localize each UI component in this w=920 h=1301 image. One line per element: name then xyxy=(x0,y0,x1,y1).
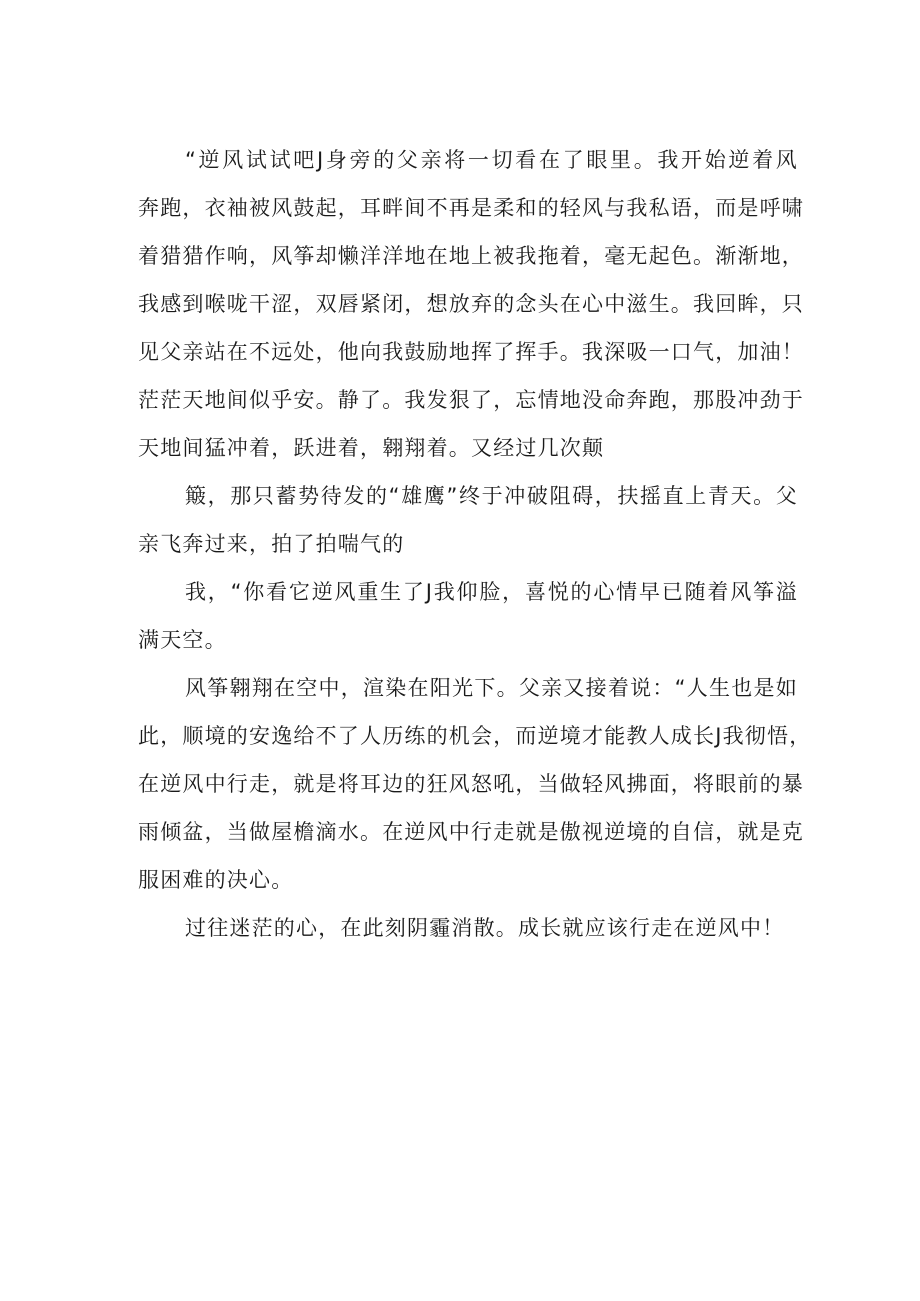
text-line-9: 亲飞奔过来，拍了拍喘气的 xyxy=(138,532,405,556)
text-line-15: 雨倾盆，当做屋檐滴水。在逆风中行走就是傲视逆境的自信，就是克 xyxy=(138,820,804,844)
text-line-1: “逆风试试吧J身旁的父亲将一切看在了眼里。我开始逆着风 xyxy=(185,148,798,172)
text-line-11: 满天空。 xyxy=(138,628,227,652)
text-line-8: 簸，那只蓄势待发的“雄鹰”终于冲破阻碍，扶摇直上青天。父 xyxy=(185,484,798,508)
text-line-7: 天地间猛冲着，跃进着，翱翔着。又经过几次颠 xyxy=(138,436,605,460)
text-line-16: 服困难的决心。 xyxy=(138,868,294,892)
text-line-10: 我，“你看它逆风重生了J我仰脸，喜悦的心情早已随着风筝溢 xyxy=(185,580,798,604)
text-line-17: 过往迷茫的心，在此刻阴霾消散。成长就应该行走在逆风中！ xyxy=(185,916,785,940)
text-line-4: 我感到喉咙干涩，双唇紧闭，想放弃的念头在心中滋生。我回眸，只 xyxy=(138,292,804,316)
text-line-13: 此，顺境的安逸给不了人历练的机会，而逆境才能教人成长J我彻悟， xyxy=(138,724,812,748)
essay-body xyxy=(138,136,812,952)
text-line-3: 着猎猎作响，风筝却懒洋洋地在地上被我拖着，毫无起色。渐渐地， xyxy=(138,244,804,268)
text-line-6: 茫茫天地间似乎安。静了。我发狠了，忘情地没命奔跑，那股冲劲于 xyxy=(138,388,804,412)
text-line-12: 风筝翱翔在空中，渲染在阳光下。父亲又接着说：“人生也是如 xyxy=(185,676,798,700)
text-line-14: 在逆风中行走，就是将耳边的狂风怒吼，当做轻风拂面，将眼前的暴 xyxy=(138,772,804,796)
text-line-5: 见父亲站在不远处，他向我鼓励地挥了挥手。我深吸一口气，加油！ xyxy=(138,340,804,364)
text-line-2: 奔跑，衣袖被风鼓起，耳畔间不再是柔和的轻风与我私语，而是呼啸 xyxy=(138,196,804,220)
